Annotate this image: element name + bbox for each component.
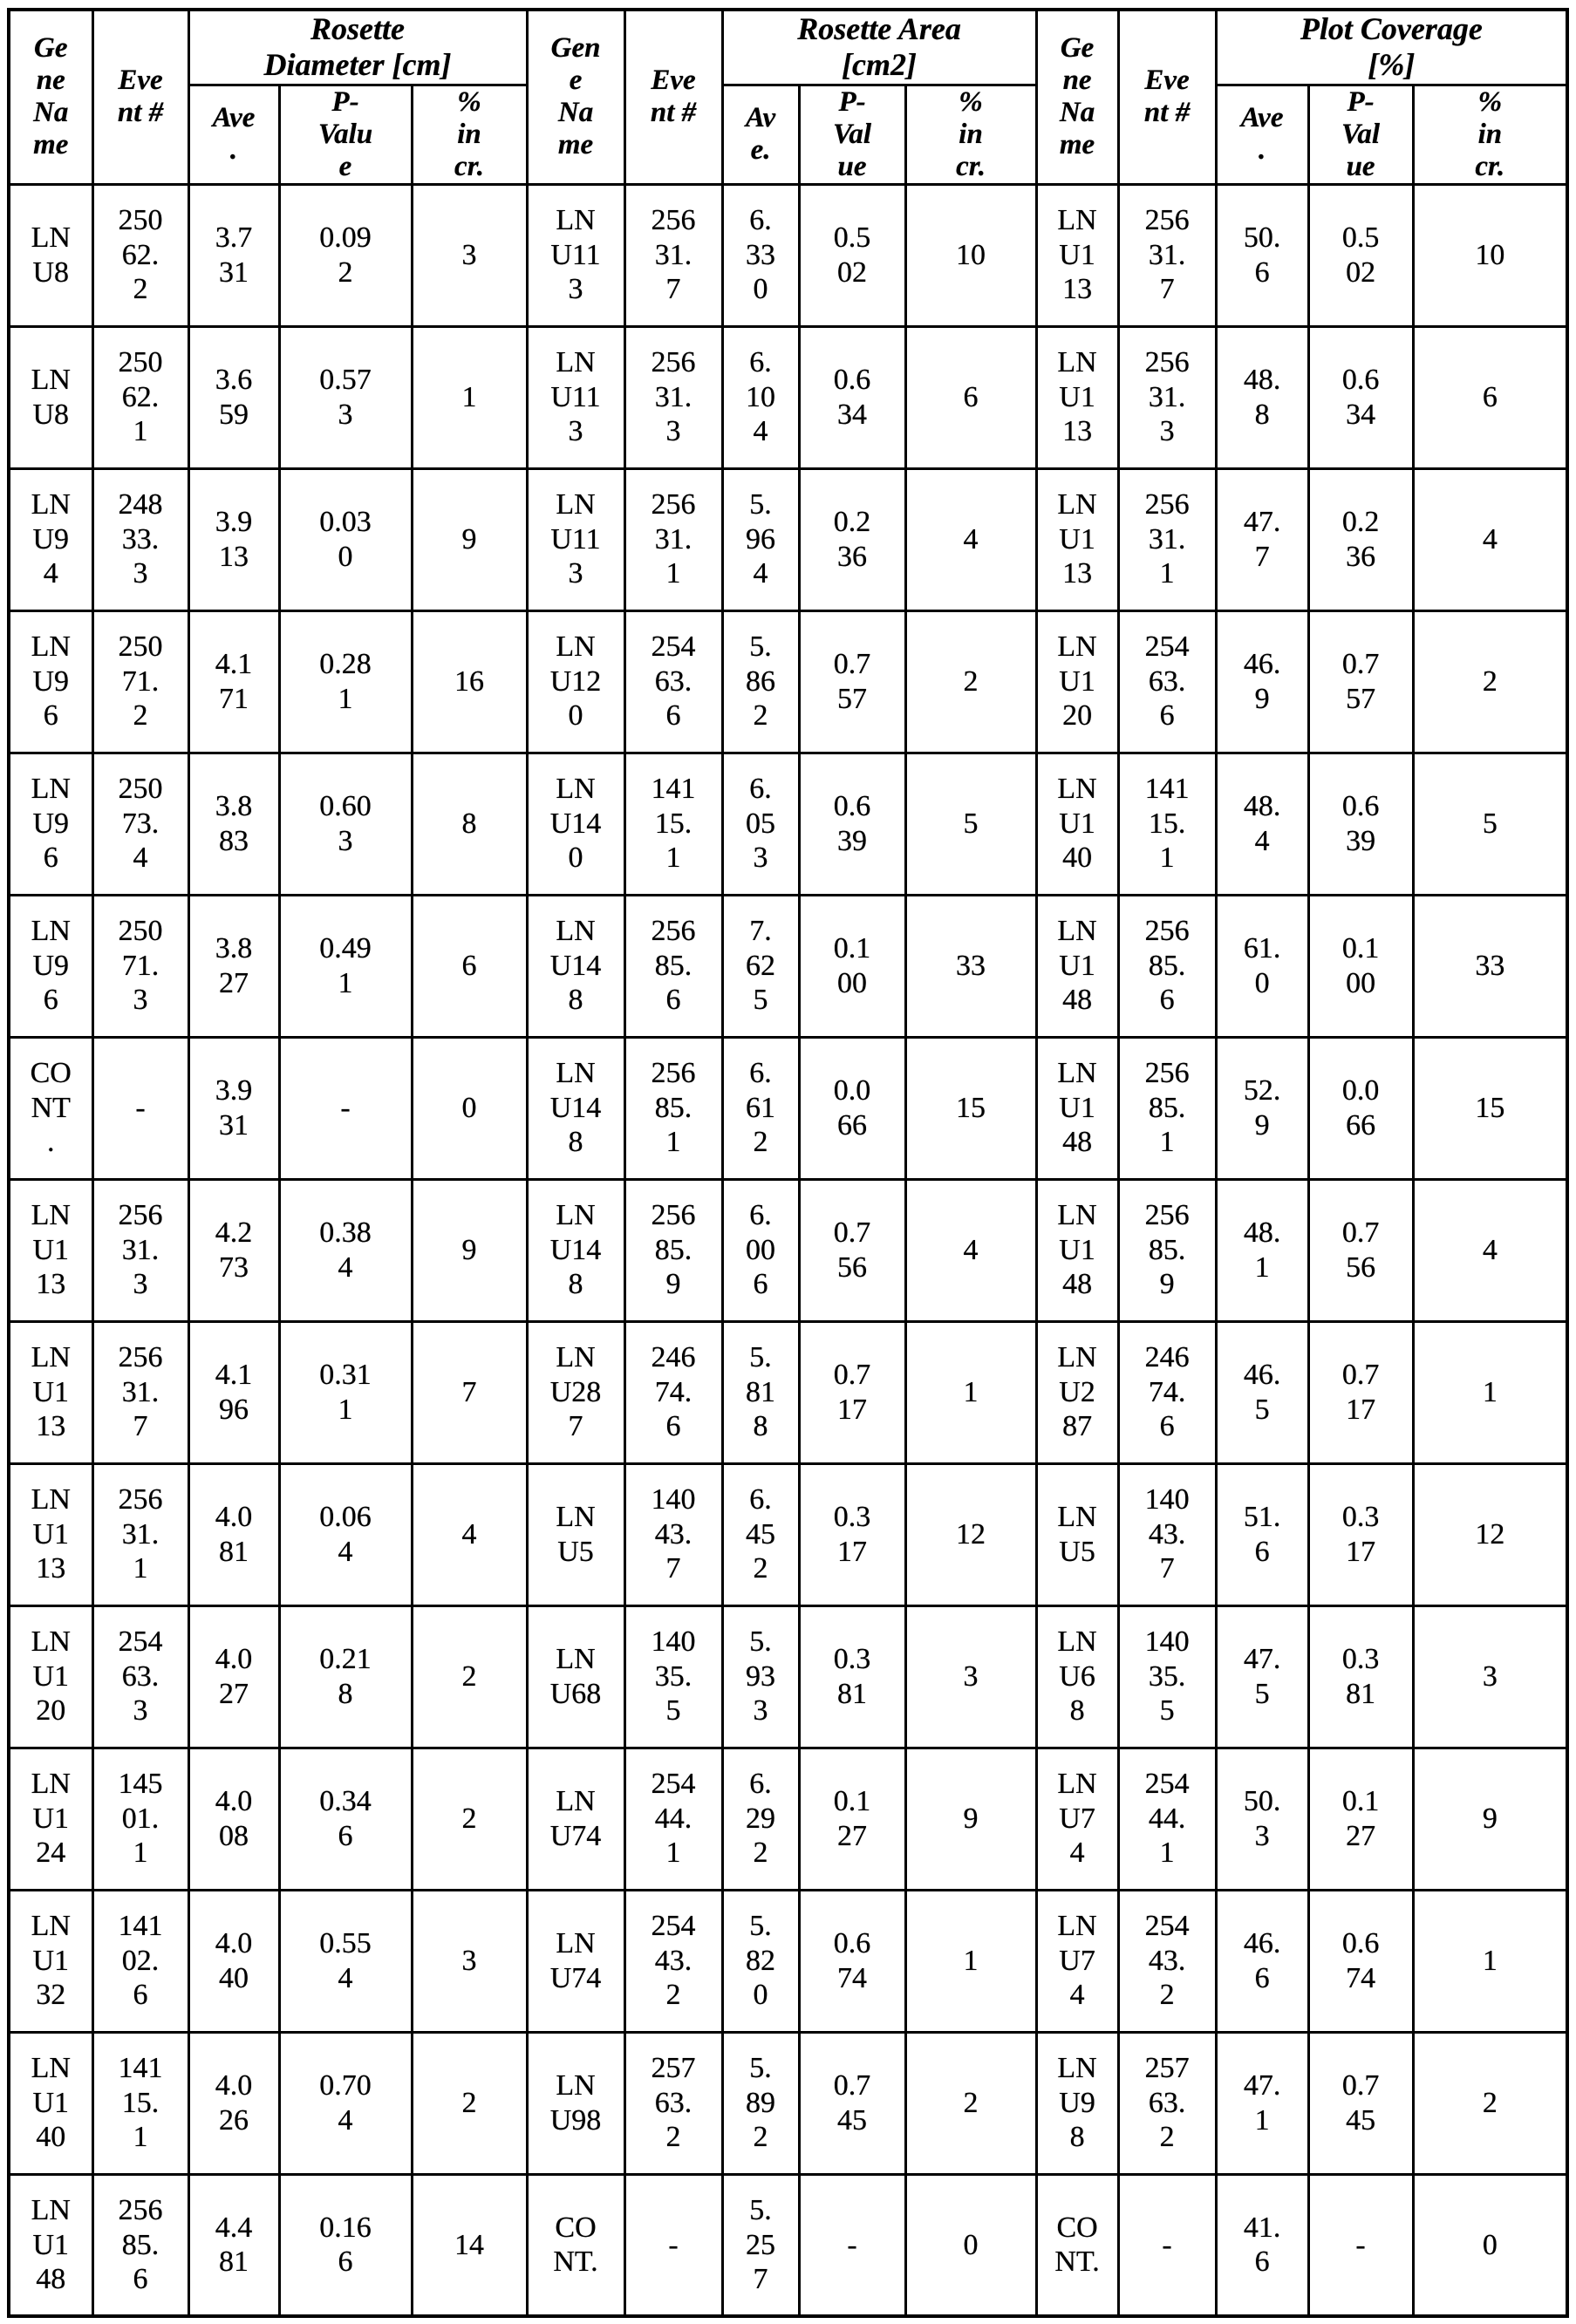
cell-percent-increment: 6: [905, 326, 1036, 468]
gene-name-header: Ge ne Na me: [1036, 10, 1118, 184]
cell-event-number: -: [1118, 2174, 1216, 2316]
cell-gene-name: LN U9 8: [1036, 2032, 1118, 2174]
cell-average: 46. 9: [1216, 610, 1308, 753]
cell-percent-increment: 1: [1413, 1890, 1567, 2032]
cell-event-number: 254 63. 6: [1118, 610, 1216, 753]
cell-event-number: 140 35. 5: [624, 1605, 722, 1748]
cell-percent-increment: 3: [412, 184, 527, 326]
p-value-header: P- Valu e: [279, 85, 412, 184]
cell-percent-increment: 12: [1413, 1463, 1567, 1605]
cell-average: 61. 0: [1216, 895, 1308, 1037]
cell-average: 6. 00 6: [722, 1179, 799, 1321]
cell-event-number: 256 85. 6: [92, 2174, 188, 2316]
table-row: [9, 2174, 1567, 2316]
cell-percent-increment: 14: [412, 2174, 527, 2316]
cell-event-number: 145 01. 1: [92, 1748, 188, 1890]
cell-percent-increment: 4: [1413, 1179, 1567, 1321]
cell-gene-name: LN U98: [527, 2032, 624, 2174]
percent-increment-header: % in cr.: [1413, 85, 1567, 184]
cell-p-value: 0.55 4: [279, 1890, 412, 2032]
cell-gene-name: LN U8: [9, 326, 92, 468]
cell-p-value: 0.3 81: [799, 1605, 905, 1748]
cell-average: 4.0 27: [188, 1605, 279, 1748]
cell-average: 6. 45 2: [722, 1463, 799, 1605]
cell-p-value: 0.0 66: [799, 1037, 905, 1179]
cell-gene-name: LN U7 4: [1036, 1890, 1118, 2032]
average-header: Ave .: [188, 85, 279, 184]
cell-gene-name: LN U1 13: [9, 1321, 92, 1463]
cell-percent-increment: 3: [905, 1605, 1036, 1748]
cell-gene-name: LN U1 48: [9, 2174, 92, 2316]
cell-percent-increment: 4: [905, 1179, 1036, 1321]
cell-average: 4.2 73: [188, 1179, 279, 1321]
cell-percent-increment: 15: [1413, 1037, 1567, 1179]
cell-p-value: 0.06 4: [279, 1463, 412, 1605]
cell-event-number: 254 63. 3: [92, 1605, 188, 1748]
cell-event-number: 250 71. 2: [92, 610, 188, 753]
cell-average: 48. 4: [1216, 753, 1308, 895]
cell-p-value: 0.1 00: [1308, 895, 1413, 1037]
cell-p-value: 0.7 45: [799, 2032, 905, 2174]
cell-p-value: -: [1308, 2174, 1413, 2316]
cell-event-number: 140 43. 7: [624, 1463, 722, 1605]
cell-event-number: 256 31. 3: [92, 1179, 188, 1321]
cell-percent-increment: 2: [412, 1748, 527, 1890]
cell-gene-name: LN U11 3: [527, 184, 624, 326]
cell-p-value: 0.0 66: [1308, 1037, 1413, 1179]
cell-percent-increment: 1: [905, 1321, 1036, 1463]
cell-event-number: 254 43. 2: [1118, 1890, 1216, 2032]
cell-p-value: 0.7 45: [1308, 2032, 1413, 2174]
cell-percent-increment: 9: [412, 468, 527, 610]
cell-average: 52. 9: [1216, 1037, 1308, 1179]
cell-gene-name: LN U1 32: [9, 1890, 92, 2032]
cell-average: 4.1 96: [188, 1321, 279, 1463]
cell-average: 3.8 27: [188, 895, 279, 1037]
cell-event-number: -: [92, 1037, 188, 1179]
cell-percent-increment: 9: [1413, 1748, 1567, 1890]
cell-gene-name: LN U68: [527, 1605, 624, 1748]
cell-gene-name: LN U12 0: [527, 610, 624, 753]
cell-percent-increment: 8: [412, 753, 527, 895]
cell-p-value: 0.6 34: [1308, 326, 1413, 468]
cell-gene-name: CO NT .: [9, 1037, 92, 1179]
cell-gene-name: LN U1 13: [1036, 184, 1118, 326]
cell-p-value: 0.1 27: [1308, 1748, 1413, 1890]
cell-event-number: 141 02. 6: [92, 1890, 188, 2032]
cell-event-number: 256 85. 1: [1118, 1037, 1216, 1179]
cell-percent-increment: 10: [1413, 184, 1567, 326]
cell-average: 46. 5: [1216, 1321, 1308, 1463]
group-title: Plot Coverage [%]: [1216, 10, 1567, 85]
table-row: [9, 1890, 1567, 2032]
cell-p-value: 0.60 3: [279, 753, 412, 895]
cell-average: 5. 86 2: [722, 610, 799, 753]
cell-gene-name: LN U1 13: [1036, 468, 1118, 610]
cell-p-value: 0.3 81: [1308, 1605, 1413, 1748]
cell-average: 51. 6: [1216, 1463, 1308, 1605]
cell-percent-increment: 2: [1413, 610, 1567, 753]
cell-event-number: 140 35. 5: [1118, 1605, 1216, 1748]
cell-average: 6. 05 3: [722, 753, 799, 895]
event-number-header: Eve nt #: [92, 10, 188, 184]
cell-gene-name: LN U1 13: [9, 1179, 92, 1321]
table-row: [9, 1321, 1567, 1463]
cell-event-number: 256 85. 6: [1118, 895, 1216, 1037]
cell-event-number: 250 62. 1: [92, 326, 188, 468]
cell-percent-increment: 0: [1413, 2174, 1567, 2316]
cell-percent-increment: 0: [412, 1037, 527, 1179]
cell-p-value: 0.28 1: [279, 610, 412, 753]
cell-p-value: 0.21 8: [279, 1605, 412, 1748]
cell-event-number: 254 44. 1: [624, 1748, 722, 1890]
cell-gene-name: LN U1 13: [1036, 326, 1118, 468]
table-row: [9, 1179, 1567, 1321]
cell-event-number: 256 85. 6: [624, 895, 722, 1037]
cell-gene-name: LN U1 48: [1036, 1179, 1118, 1321]
cell-average: 6. 33 0: [722, 184, 799, 326]
cell-p-value: 0.7 56: [799, 1179, 905, 1321]
table-row: [9, 1037, 1567, 1179]
cell-p-value: 0.6 39: [799, 753, 905, 895]
cell-p-value: 0.7 57: [799, 610, 905, 753]
cell-p-value: 0.03 0: [279, 468, 412, 610]
cell-event-number: 248 33. 3: [92, 468, 188, 610]
group-title: Rosette Area [cm2]: [722, 10, 1036, 85]
cell-percent-increment: 4: [905, 468, 1036, 610]
cell-p-value: 0.5 02: [799, 184, 905, 326]
cell-event-number: 256 85. 9: [624, 1179, 722, 1321]
cell-p-value: -: [799, 2174, 905, 2316]
cell-event-number: 256 85. 9: [1118, 1179, 1216, 1321]
cell-average: 41. 6: [1216, 2174, 1308, 2316]
cell-percent-increment: 5: [905, 753, 1036, 895]
cell-event-number: 250 62. 2: [92, 184, 188, 326]
cell-average: 3.9 31: [188, 1037, 279, 1179]
table-row: [9, 1748, 1567, 1890]
cell-gene-name: LN U9 6: [9, 753, 92, 895]
cell-percent-increment: 2: [412, 1605, 527, 1748]
cell-event-number: 256 31. 7: [624, 184, 722, 326]
cell-average: 47. 1: [1216, 2032, 1308, 2174]
group-title: Rosette Diameter [cm]: [188, 10, 527, 85]
cell-event-number: -: [624, 2174, 722, 2316]
cell-percent-increment: 12: [905, 1463, 1036, 1605]
cell-gene-name: LN U28 7: [527, 1321, 624, 1463]
cell-average: 5. 25 7: [722, 2174, 799, 2316]
table-row: [9, 2032, 1567, 2174]
cell-average: 4.0 81: [188, 1463, 279, 1605]
cell-gene-name: LN U1 20: [9, 1605, 92, 1748]
cell-p-value: 0.7 17: [799, 1321, 905, 1463]
cell-gene-name: LN U74: [527, 1748, 624, 1890]
cell-percent-increment: 7: [412, 1321, 527, 1463]
cell-average: 5. 81 8: [722, 1321, 799, 1463]
cell-event-number: 141 15. 1: [1118, 753, 1216, 895]
cell-average: 5. 93 3: [722, 1605, 799, 1748]
cell-average: 4.0 26: [188, 2032, 279, 2174]
cell-event-number: 256 31. 1: [92, 1463, 188, 1605]
table-row: [9, 895, 1567, 1037]
cell-percent-increment: 33: [1413, 895, 1567, 1037]
cell-gene-name: CO NT.: [1036, 2174, 1118, 2316]
cell-average: 5. 96 4: [722, 468, 799, 610]
cell-percent-increment: 1: [412, 326, 527, 468]
cell-event-number: 250 73. 4: [92, 753, 188, 895]
cell-average: 6. 10 4: [722, 326, 799, 468]
cell-event-number: 246 74. 6: [1118, 1321, 1216, 1463]
table-row: [9, 1463, 1567, 1605]
cell-percent-increment: 2: [412, 2032, 527, 2174]
cell-p-value: 0.2 36: [799, 468, 905, 610]
cell-gene-name: LN U14 0: [527, 753, 624, 895]
cell-p-value: 0.5 02: [1308, 184, 1413, 326]
percent-increment-header: % in cr.: [412, 85, 527, 184]
cell-p-value: 0.6 39: [1308, 753, 1413, 895]
cell-p-value: 0.57 3: [279, 326, 412, 468]
event-number-header: Eve nt #: [1118, 10, 1216, 184]
table-row: [9, 610, 1567, 753]
cell-percent-increment: 2: [905, 2032, 1036, 2174]
cell-average: 3.7 31: [188, 184, 279, 326]
cell-p-value: 0.16 6: [279, 2174, 412, 2316]
cell-percent-increment: 6: [412, 895, 527, 1037]
table-row: [9, 184, 1567, 326]
cell-event-number: 246 74. 6: [624, 1321, 722, 1463]
cell-percent-increment: 5: [1413, 753, 1567, 895]
cell-average: 4.0 08: [188, 1748, 279, 1890]
cell-percent-increment: 1: [905, 1890, 1036, 2032]
cell-gene-name: LN U14 8: [527, 895, 624, 1037]
cell-p-value: 0.6 74: [799, 1890, 905, 2032]
cell-p-value: 0.3 17: [799, 1463, 905, 1605]
cell-gene-name: LN U1 40: [9, 2032, 92, 2174]
header-row-group-titles: [9, 10, 1567, 85]
cell-percent-increment: 3: [412, 1890, 527, 2032]
cell-p-value: 0.09 2: [279, 184, 412, 326]
cell-percent-increment: 6: [1413, 326, 1567, 468]
cell-p-value: 0.31 1: [279, 1321, 412, 1463]
cell-percent-increment: 1: [1413, 1321, 1567, 1463]
cell-percent-increment: 3: [1413, 1605, 1567, 1748]
cell-p-value: 0.38 4: [279, 1179, 412, 1321]
cell-average: 3.9 13: [188, 468, 279, 610]
cell-p-value: 0.3 17: [1308, 1463, 1413, 1605]
cell-p-value: 0.49 1: [279, 895, 412, 1037]
cell-p-value: 0.7 56: [1308, 1179, 1413, 1321]
cell-p-value: -: [279, 1037, 412, 1179]
cell-gene-name: LN U1 24: [9, 1748, 92, 1890]
p-value-header: P- Val ue: [799, 85, 905, 184]
cell-gene-name: LN U1 48: [1036, 1037, 1118, 1179]
cell-event-number: 254 63. 6: [624, 610, 722, 753]
cell-event-number: 256 31. 3: [1118, 326, 1216, 468]
cell-p-value: 0.7 57: [1308, 610, 1413, 753]
cell-percent-increment: 4: [1413, 468, 1567, 610]
cell-average: 4.1 71: [188, 610, 279, 753]
cell-average: 50. 3: [1216, 1748, 1308, 1890]
cell-p-value: 0.34 6: [279, 1748, 412, 1890]
cell-average: 3.8 83: [188, 753, 279, 895]
cell-percent-increment: 2: [905, 610, 1036, 753]
cell-gene-name: LN U74: [527, 1890, 624, 2032]
cell-average: 47. 5: [1216, 1605, 1308, 1748]
cell-average: 47. 7: [1216, 468, 1308, 610]
cell-gene-name: LN U9 6: [9, 610, 92, 753]
cell-event-number: 140 43. 7: [1118, 1463, 1216, 1605]
cell-gene-name: LN U5: [1036, 1463, 1118, 1605]
cell-event-number: 257 63. 2: [1118, 2032, 1216, 2174]
gene-name-header: Ge ne Na me: [9, 10, 92, 184]
table-row: [9, 1605, 1567, 1748]
cell-average: 5. 89 2: [722, 2032, 799, 2174]
average-header: Ave .: [1216, 85, 1308, 184]
cell-percent-increment: 9: [412, 1179, 527, 1321]
cell-average: 6. 29 2: [722, 1748, 799, 1890]
cell-event-number: 256 31. 3: [624, 326, 722, 468]
cell-p-value: 0.6 74: [1308, 1890, 1413, 2032]
cell-event-number: 254 43. 2: [624, 1890, 722, 2032]
cell-percent-increment: 15: [905, 1037, 1036, 1179]
cell-event-number: 256 31. 1: [1118, 468, 1216, 610]
cell-average: 6. 61 2: [722, 1037, 799, 1179]
cell-average: 48. 8: [1216, 326, 1308, 468]
average-header: Av e.: [722, 85, 799, 184]
cell-gene-name: LN U5: [527, 1463, 624, 1605]
cell-p-value: 0.1 00: [799, 895, 905, 1037]
cell-percent-increment: 10: [905, 184, 1036, 326]
cell-percent-increment: 33: [905, 895, 1036, 1037]
cell-gene-name: LN U14 8: [527, 1037, 624, 1179]
cell-event-number: 250 71. 3: [92, 895, 188, 1037]
cell-average: 48. 1: [1216, 1179, 1308, 1321]
cell-event-number: 141 15. 1: [624, 753, 722, 895]
cell-average: 46. 6: [1216, 1890, 1308, 2032]
cell-percent-increment: 2: [1413, 2032, 1567, 2174]
cell-gene-name: LN U11 3: [527, 468, 624, 610]
cell-event-number: 256 85. 1: [624, 1037, 722, 1179]
p-value-header: P- Val ue: [1308, 85, 1413, 184]
cell-p-value: 0.6 34: [799, 326, 905, 468]
cell-p-value: 0.70 4: [279, 2032, 412, 2174]
cell-gene-name: LN U11 3: [527, 326, 624, 468]
gene-name-header: Gen e Na me: [527, 10, 624, 184]
cell-gene-name: LN U9 4: [9, 468, 92, 610]
cell-percent-increment: 9: [905, 1748, 1036, 1890]
cell-event-number: 256 31. 7: [1118, 184, 1216, 326]
cell-p-value: 0.7 17: [1308, 1321, 1413, 1463]
percent-increment-header: % in cr.: [905, 85, 1036, 184]
table-row: [9, 753, 1567, 895]
cell-average: 4.0 40: [188, 1890, 279, 2032]
cell-event-number: 256 31. 7: [92, 1321, 188, 1463]
cell-gene-name: LN U6 8: [1036, 1605, 1118, 1748]
cell-gene-name: LN U14 8: [527, 1179, 624, 1321]
cell-gene-name: LN U8: [9, 184, 92, 326]
cell-percent-increment: 16: [412, 610, 527, 753]
cell-event-number: 257 63. 2: [624, 2032, 722, 2174]
results-table: [7, 8, 1569, 2318]
cell-p-value: 0.2 36: [1308, 468, 1413, 610]
cell-average: 50. 6: [1216, 184, 1308, 326]
cell-event-number: 256 31. 1: [624, 468, 722, 610]
cell-gene-name: LN U2 87: [1036, 1321, 1118, 1463]
cell-percent-increment: 4: [412, 1463, 527, 1605]
table-row: [9, 326, 1567, 468]
cell-average: 7. 62 5: [722, 895, 799, 1037]
cell-gene-name: LN U1 48: [1036, 895, 1118, 1037]
cell-percent-increment: 0: [905, 2174, 1036, 2316]
cell-gene-name: CO NT.: [527, 2174, 624, 2316]
cell-event-number: 254 44. 1: [1118, 1748, 1216, 1890]
cell-average: 3.6 59: [188, 326, 279, 468]
cell-gene-name: LN U1 20: [1036, 610, 1118, 753]
cell-gene-name: LN U1 40: [1036, 753, 1118, 895]
header-row-subcolumns: [9, 85, 1567, 184]
event-number-header: Eve nt #: [624, 10, 722, 184]
cell-gene-name: LN U1 13: [9, 1463, 92, 1605]
table-row: [9, 468, 1567, 610]
cell-gene-name: LN U9 6: [9, 895, 92, 1037]
cell-p-value: 0.1 27: [799, 1748, 905, 1890]
cell-average: 4.4 81: [188, 2174, 279, 2316]
cell-average: 5. 82 0: [722, 1890, 799, 2032]
cell-gene-name: LN U7 4: [1036, 1748, 1118, 1890]
cell-event-number: 141 15. 1: [92, 2032, 188, 2174]
